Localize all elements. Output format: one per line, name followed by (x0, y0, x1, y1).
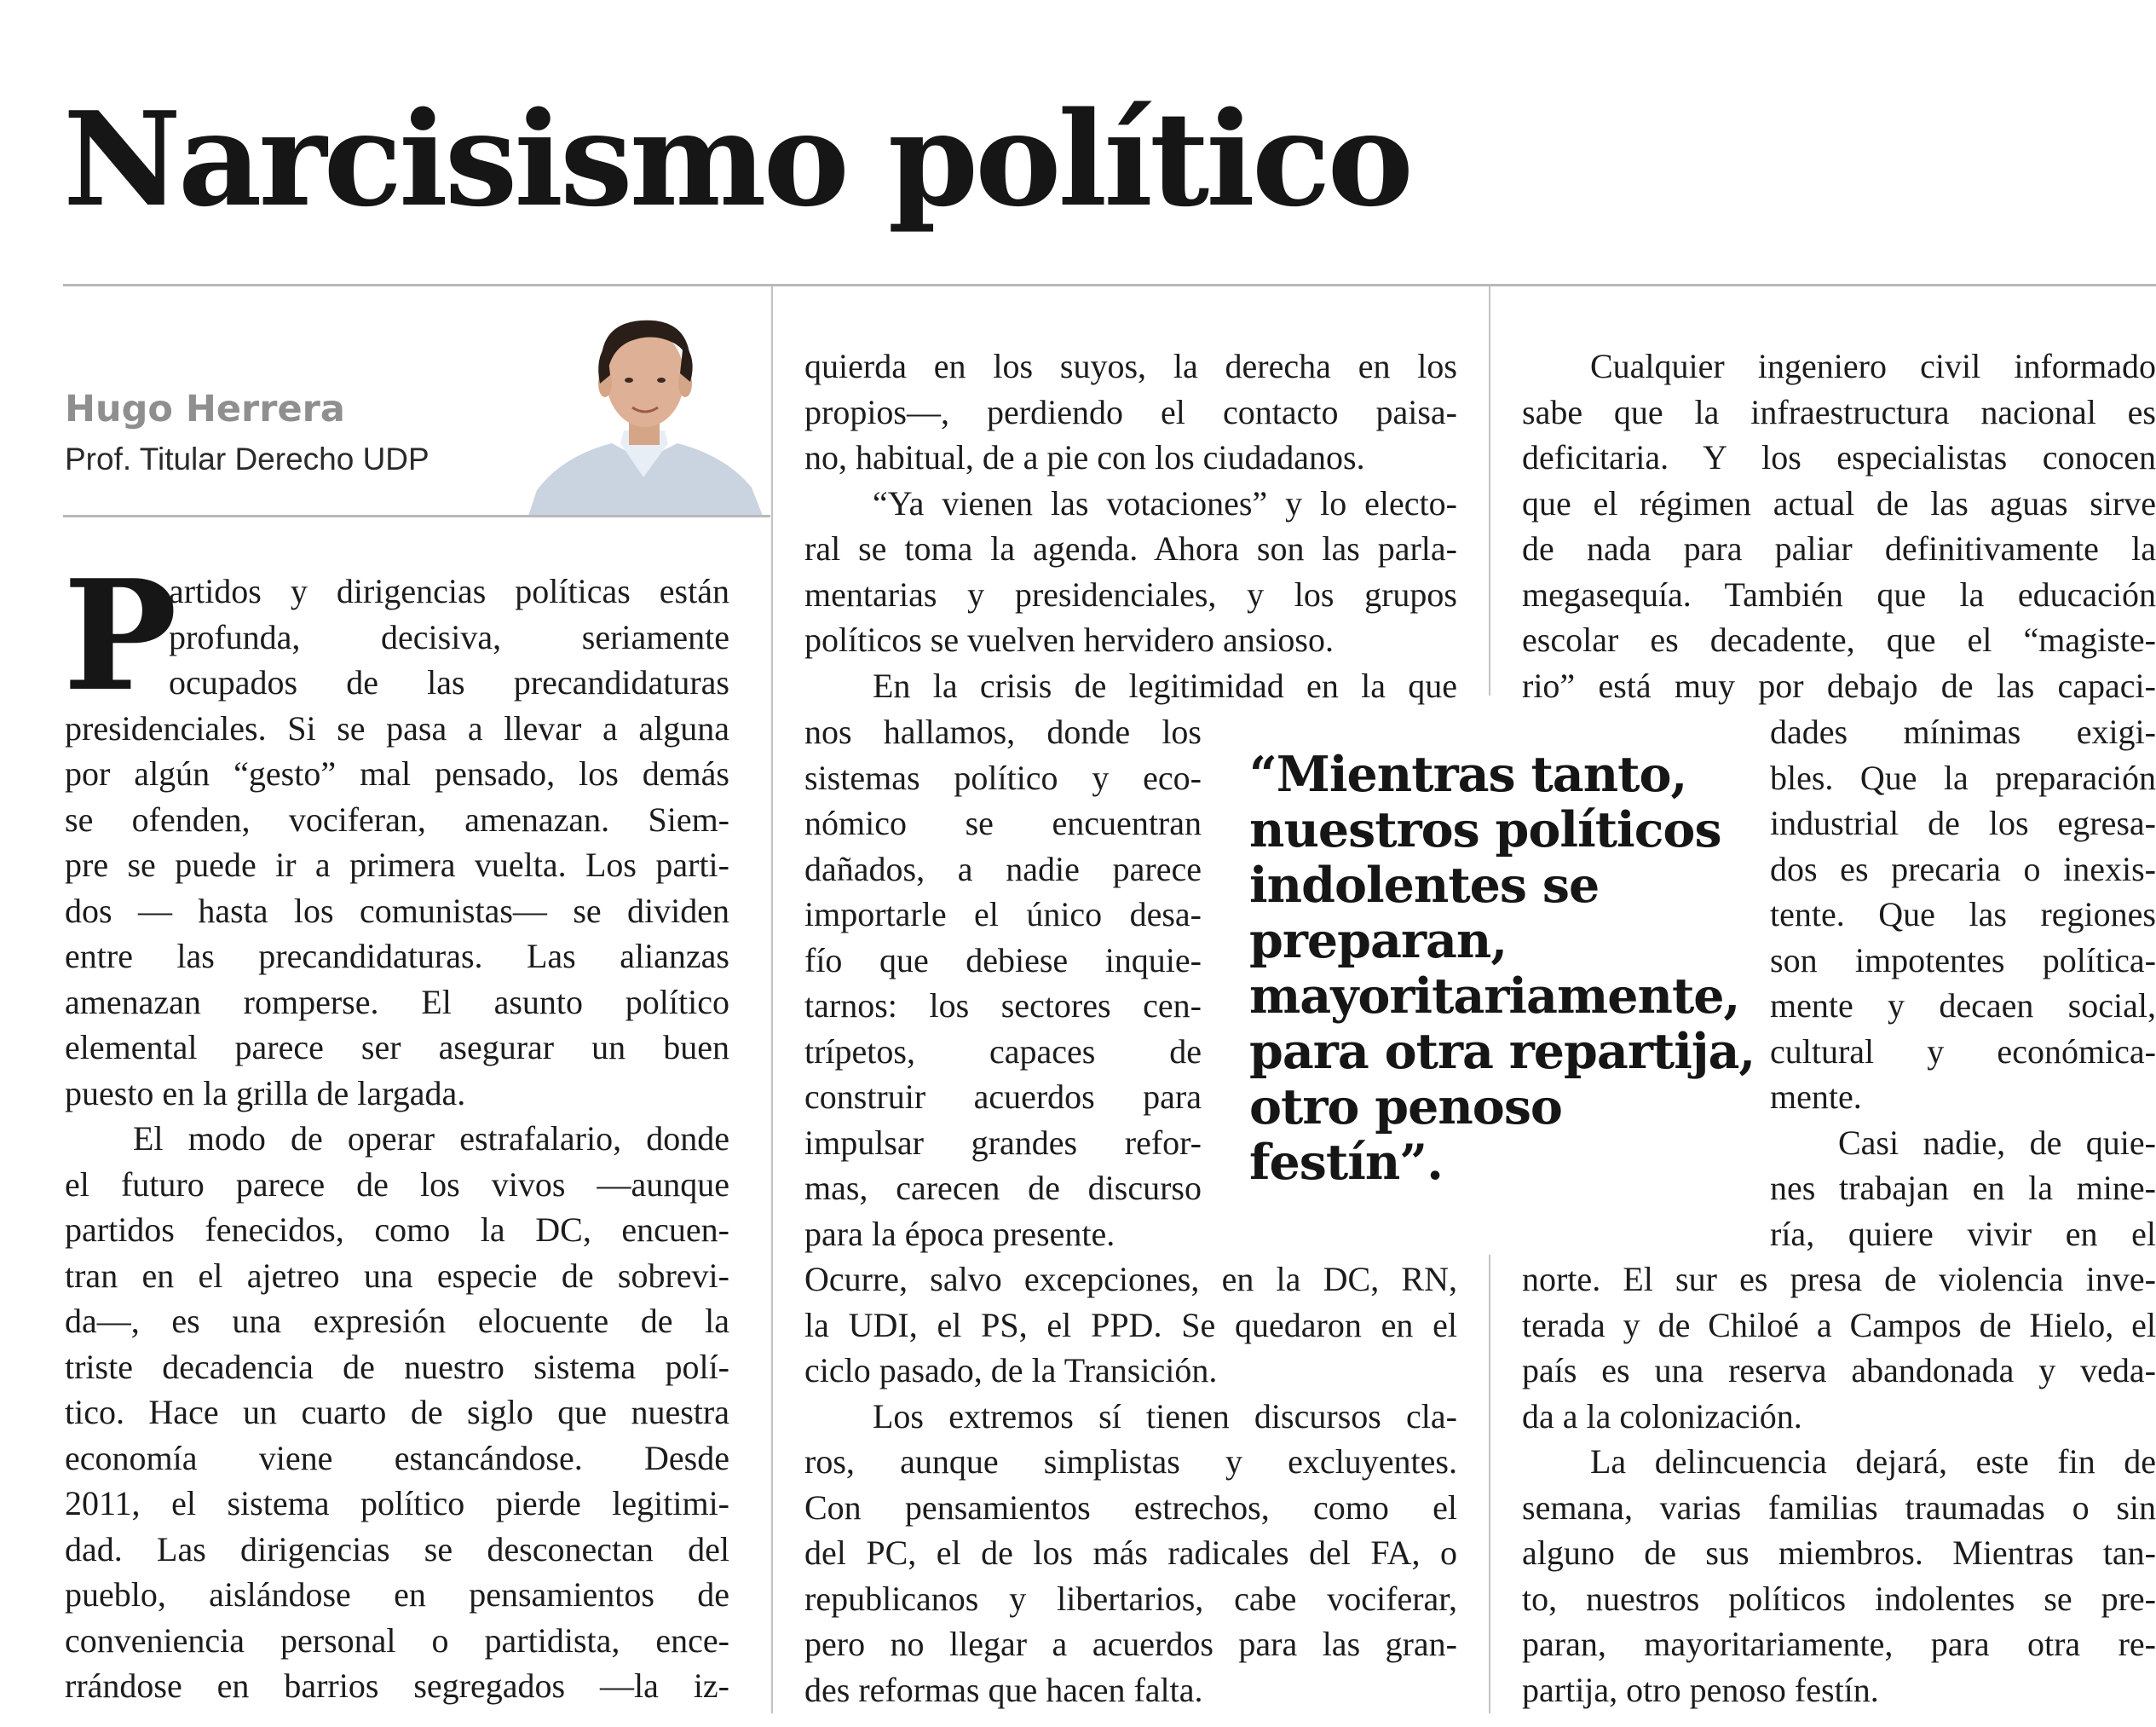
text-line: importarle el único desa- (804, 895, 1202, 933)
text-line: nómico se encuentran (804, 804, 1202, 842)
text-line: En la crisis de legitimidad en la que (873, 666, 1457, 705)
text-line: entre las precandidaturas. Las alianzas (65, 937, 729, 975)
column-3-middle-text (1770, 709, 2156, 1256)
text-line: pero no llegar a acuerdos para las gran- (804, 1625, 1457, 1663)
text-line: ros, aunque simplistas y excluyentes. (804, 1442, 1457, 1481)
text-line: tico. Hace un cuarto de siglo que nuestra (65, 1393, 729, 1431)
text-line: alguno de sus miembros. Mientras tan- (1522, 1534, 2156, 1572)
column-divider-1 (771, 286, 773, 1713)
text-line: paran, mayoritariamente, para otra re- (1522, 1625, 2156, 1663)
text-line: mente. (1770, 1077, 1862, 1116)
text-line: amenazan romperse. El asunto político (65, 982, 729, 1021)
text-line: Los extremos sí tienen discursos cla- (873, 1396, 1457, 1435)
column-3-bottom-text (1522, 1256, 2156, 1713)
text-line: bles. Que la preparación (1770, 758, 2156, 797)
text-line: mas, carecen de discurso (804, 1169, 1202, 1207)
text-line: economía viene estancándose. Desde (65, 1438, 729, 1477)
text-line: 2011, el sistema político pierde legitimi- (65, 1484, 729, 1522)
pull-quote-line: mayoritariamente, (1249, 967, 1740, 1025)
column-2-bottom-text (804, 1256, 1457, 1713)
pull-quote-line: festín”. (1249, 1134, 1443, 1191)
text-line: partija, otro penoso festín. (1522, 1670, 1879, 1709)
text-line: to, nuestros políticos indolentes se pre- (1522, 1579, 2156, 1618)
text-line: construir acuerdos para (804, 1077, 1202, 1116)
text-line: mente y decaen social, (1770, 986, 2156, 1025)
author-role: Prof. Titular Derecho UDP (65, 442, 429, 477)
column-2-middle-text (804, 709, 1202, 1256)
text-line: deficitaria. Y los especialistas conocen (1522, 438, 2156, 477)
text-line: industrial de los egresa- (1770, 804, 2156, 842)
text-line: terada y de Chiloé a Campos de Hielo, el (1522, 1305, 2156, 1344)
text-line: puesto en la grilla de largada. (65, 1073, 466, 1112)
text-line: que el régimen actual de las aguas sirve (1522, 483, 2156, 523)
text-line: profunda, decisiva, seriamente (169, 617, 729, 656)
column-1-text (63, 546, 729, 1709)
text-line: “Ya vienen las votaciones” y lo electo- (873, 483, 1457, 523)
text-line: país es una reserva abandonada y veda- (1522, 1351, 2156, 1389)
text-line: tarnos: los sectores cen- (804, 986, 1202, 1025)
pull-quote-line: “Mientras tanto, (1249, 746, 1687, 803)
text-line: dos — hasta los comunistas— se dividen (65, 891, 729, 930)
text-line: elemental parece ser asegurar un buen (65, 1028, 729, 1066)
text-line: republicanos y libertarios, cabe vociferar, (804, 1579, 1457, 1618)
text-line: del PC, el de los más radicales del FA, o (804, 1534, 1457, 1572)
text-line: trípetos, capaces de (804, 1031, 1202, 1071)
text-line: cultural y económica- (1770, 1031, 2156, 1071)
text-line: el futuro parece de los vivos —aunque (65, 1164, 729, 1204)
author-photo (528, 307, 763, 516)
text-line: Casi nadie, de quie- (1838, 1123, 2156, 1162)
text-line: se ofenden, vociferan, amenazan. Siem- (65, 800, 729, 839)
text-line: ciclo pasado, de la Transición. (804, 1351, 1218, 1389)
text-line: dañados, a nadie parece (804, 849, 1202, 888)
author-name: Hugo Herrera (65, 388, 345, 430)
text-line: impulsar grandes refor- (804, 1123, 1202, 1162)
pull-quote-line: indolentes se (1249, 857, 1600, 914)
text-line: no, habitual, de a pie con los ciudadanos. (804, 438, 1365, 477)
text-line: artidos y dirigencias políticas están (169, 572, 729, 610)
text-line: quierda en los suyos, la derecha en los (804, 347, 1457, 385)
article-title: Narcisismo político (63, 83, 1410, 235)
text-line: ral se toma la agenda. Ahora son las parla- (804, 529, 1457, 568)
text-line: pueblo, aislándose en pensamientos de (65, 1575, 729, 1614)
column-3-top-text (1522, 344, 2156, 708)
text-line: presidenciales. Si se pasa a llevar a alguna (65, 708, 729, 748)
text-line: escolar es decadente, que el “magiste- (1522, 621, 2156, 659)
text-line: norte. El sur es presa de violencia inve- (1522, 1260, 2156, 1298)
text-line: partidos fenecidos, como la DC, encuen- (65, 1210, 729, 1249)
text-line: Con pensamientos estrechos, como el (804, 1487, 1457, 1527)
text-line: ría, quiere vivir en el (1770, 1214, 2156, 1253)
top-rule (63, 284, 2156, 286)
text-line: tran en el ajetreo una especie de sobrevi- (65, 1256, 729, 1295)
column-divider-2-top (1489, 286, 1490, 696)
pull-quote-line: preparan, (1249, 912, 1507, 969)
pull-quote-line: para otra repartija, (1249, 1023, 1755, 1080)
text-line: La delincuencia dejará, este fin de (1590, 1442, 2156, 1481)
column-divider-2-bottom (1489, 1255, 1490, 1713)
text-line: fío que debiese inquie- (804, 940, 1202, 979)
text-line: sistemas político y eco- (804, 758, 1202, 797)
text-line: políticos se vuelven hervidero ansioso. (804, 621, 1334, 659)
text-line: triste decadencia de nuestro sistema polí- (65, 1347, 729, 1386)
text-line: Cualquier ingeniero civil informado (1590, 347, 2156, 385)
text-line: dad. Las dirigencias se desconectan del (65, 1529, 729, 1568)
text-line: pre se puede ir a primera vuelta. Los parti- (65, 846, 729, 884)
byline-rule (63, 515, 770, 517)
text-line: propios—, perdiendo el contacto paisa- (804, 392, 1457, 431)
text-line: sabe que la infraestructura nacional es (1522, 392, 2156, 431)
drop-cap: P (63, 546, 177, 725)
text-line: para la época presente. (804, 1214, 1115, 1253)
pull-quote-line: nuestros políticos (1249, 801, 1721, 858)
text-line: la UDI, el PS, el PPD. Se quedaron en el (804, 1305, 1457, 1344)
text-line: nes trabajan en la mine- (1770, 1169, 2156, 1207)
text-line: da—, es una expresión elocuente de la (65, 1302, 729, 1340)
text-line: por algún “gesto” mal pensado, los demás (65, 754, 729, 793)
text-line: rio” está muy por debajo de las capaci- (1522, 666, 2156, 705)
text-line: semana, varias familias traumadas o sin (1522, 1487, 2156, 1527)
text-line: conveniencia personal o partidista, ence- (65, 1620, 729, 1660)
text-line: mentarias y presidenciales, y los grupos (804, 575, 1457, 614)
text-line: da a la colonización. (1522, 1396, 1802, 1435)
column-2-top-text (804, 344, 1457, 708)
text-line: nos hallamos, donde los (804, 713, 1202, 751)
text-line: des reformas que hacen falta. (804, 1670, 1203, 1709)
text-line: ocupados de las precandidaturas (169, 663, 729, 702)
text-line: dades mínimas exigi- (1770, 713, 2156, 751)
text-line: El modo de operar estrafalario, donde (133, 1119, 729, 1158)
text-line: megasequía. También que la educación (1522, 575, 2156, 614)
text-line: rrándose en barrios segregados —la iz- (65, 1666, 729, 1705)
text-line: tente. Que las regiones (1770, 895, 2156, 933)
text-line: de nada para paliar definitivamente la (1522, 529, 2156, 568)
pull-quote (1249, 746, 1755, 1191)
text-line: son impotentes política- (1770, 940, 2156, 979)
text-line: dos es precaria o inexis- (1770, 849, 2156, 888)
text-line: Ocurre, salvo excepciones, en la DC, RN, (804, 1260, 1457, 1298)
pull-quote-line: otro penoso (1249, 1078, 1562, 1135)
